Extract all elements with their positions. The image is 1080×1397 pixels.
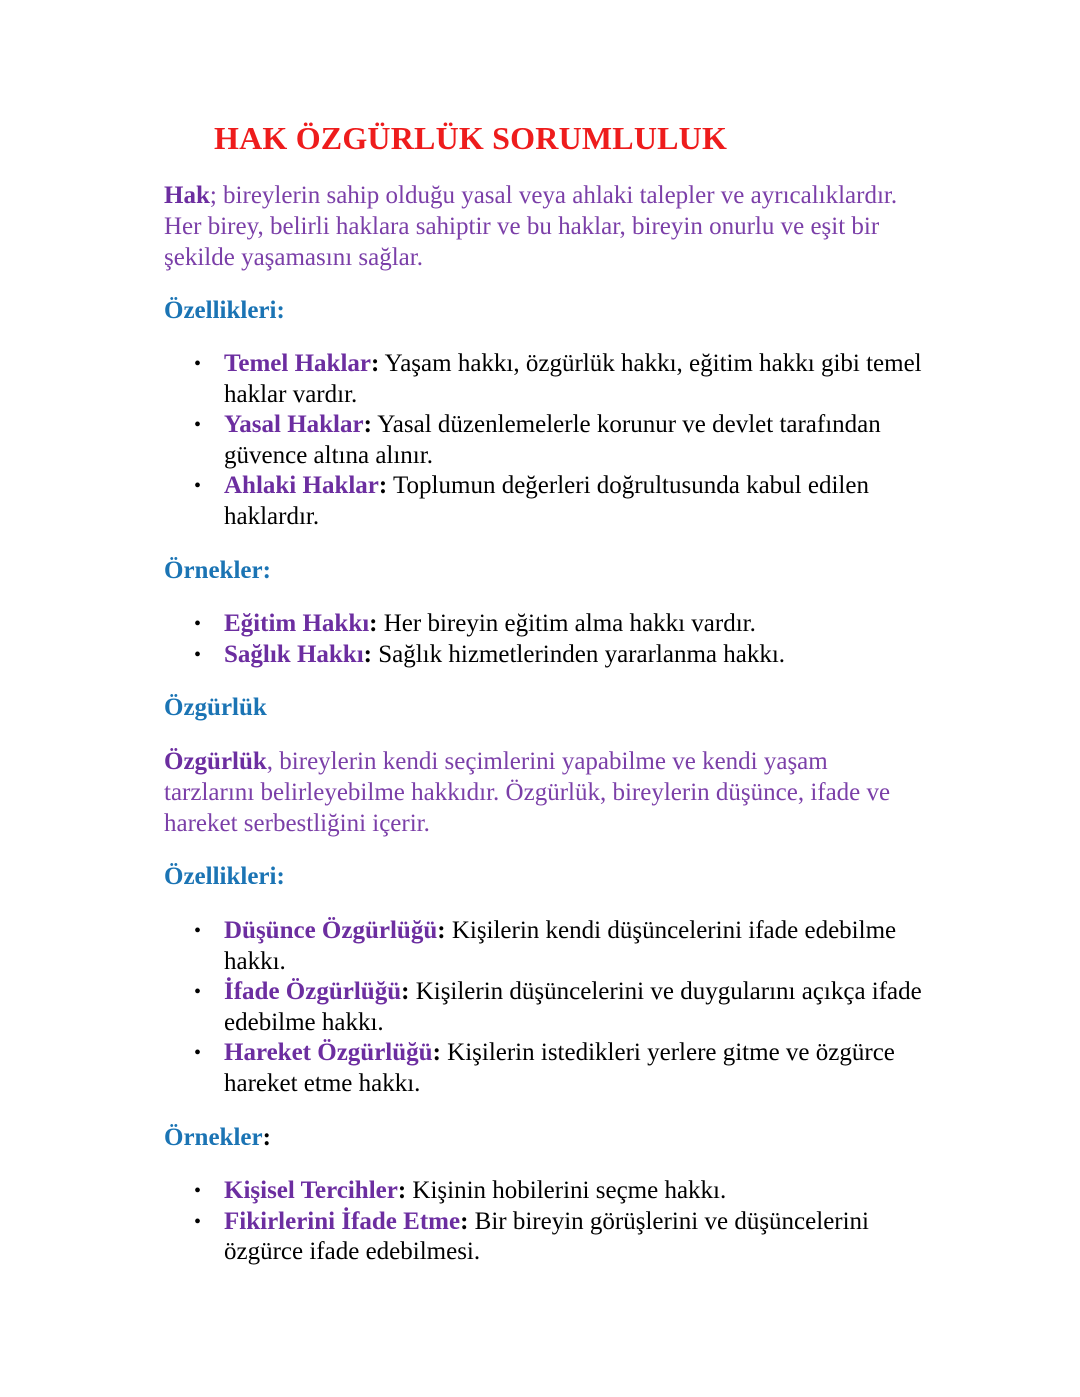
ozgurluk-examples-heading — [164, 1122, 271, 1153]
list-item-text: Kişilerin kendi düşüncelerini ifade edebilme hakkı. — [224, 917, 897, 975]
list-item-colon: : — [432, 1039, 441, 1066]
list-item-term: Düşünce Özgürlüğü — [224, 917, 438, 944]
ozgurluk-features-list — [164, 916, 944, 1099]
list-item-colon: : — [397, 1177, 407, 1204]
ozgurluk-intro — [164, 746, 924, 839]
hak-features-heading: Özellikleri: — [164, 297, 285, 324]
list-item-colon: : — [378, 472, 388, 499]
list-item — [164, 640, 944, 671]
hak-intro-text: ; bireylerin sahip olduğu yasal veya ahlaki talepler ve ayrıcalıklardır. Her birey, belirli haklara sahiptir ve bu haklar, bireyin onurlu ve eşit bir şekilde yaşamasını sağlar. — [164, 182, 898, 271]
list-item — [164, 1038, 944, 1099]
list-item-text: Toplumun değerleri doğrultusunda kabul edilen haklardır. — [224, 472, 869, 530]
list-item — [164, 471, 944, 532]
list-item-text: Yasal düzenlemelerle korunur ve devlet tarafından güvence altına alınır. — [224, 411, 881, 469]
ozgurluk-examples-list — [164, 1176, 944, 1268]
list-item-colon: : — [369, 610, 378, 637]
list-item — [164, 977, 944, 1038]
ozgurluk-examples-heading-colon: : — [262, 1124, 271, 1151]
ozgurluk-intro-term: Özgürlük — [164, 748, 267, 775]
list-item — [164, 1176, 944, 1207]
ozgurluk-intro-text: , bireylerin kendi seçimlerini yapabilme ve kendi yaşam tarzlarını belirleyebilme hakkıdır. Özgürlük, bireylerin düşünce, ifade ve hareket serbestliğini içerir. — [164, 748, 891, 837]
list-item — [164, 410, 944, 471]
list-item-text: Kişilerin istedikleri yerlere gitme ve özgürce hareket etme hakkı. — [224, 1039, 895, 1097]
hak-features-list — [164, 349, 944, 532]
ozgurluk-examples-heading-text: Örnekler — [164, 1124, 263, 1151]
hak-intro-term: Hak — [164, 182, 210, 209]
list-item-text: Sağlık hizmetlerinden yararlanma hakkı. — [371, 640, 786, 668]
list-item-colon: : — [460, 1207, 469, 1235]
list-item-colon: : — [371, 350, 380, 377]
hak-examples-heading: Örnekler: — [164, 557, 271, 584]
list-item-term: Temel Haklar — [224, 350, 371, 377]
list-item — [164, 349, 944, 410]
list-item-text: Bir bireyin görüşlerini ve düşüncelerini özgürce ifade edebilmesi. — [224, 1207, 870, 1265]
list-item-term: Sağlık Hakkı — [224, 640, 364, 668]
list-item-text: Her bireyin eğitim alma hakkı vardır. — [377, 610, 756, 637]
list-item-term: İfade Özgürlüğü — [224, 978, 402, 1005]
list-item-term: Eğitim Hakkı — [224, 610, 370, 637]
list-item-term: Kişisel Tercihler — [224, 1177, 398, 1204]
list-item-term: Yasal Haklar — [224, 411, 364, 438]
list-item — [164, 1207, 944, 1268]
list-item-text: Kişinin hobilerini seçme hakkı. — [406, 1177, 727, 1204]
ozgurluk-heading: Özgürlük — [164, 694, 267, 721]
list-item-term: Fikirlerini İfade Etme — [224, 1207, 461, 1235]
hak-examples-list — [164, 609, 944, 670]
hak-intro — [164, 180, 924, 273]
list-item-term: Hareket Özgürlüğü — [224, 1039, 433, 1066]
list-item — [164, 916, 944, 977]
list-item-colon: : — [363, 640, 372, 668]
page-title: HAK ÖZGÜRLÜK SORUMLULUK — [214, 120, 728, 156]
list-item-text: Yaşam hakkı, özgürlük hakkı, eğitim hakkı gibi temel haklar vardır. — [224, 350, 922, 408]
list-item-text: Kişilerin düşüncelerini ve duygularını açıkça ifade edebilme hakkı. — [224, 978, 922, 1036]
list-item-term: Ahlaki Haklar — [224, 472, 379, 499]
list-item — [164, 609, 944, 640]
list-item-colon: : — [401, 978, 410, 1005]
ozgurluk-features-heading: Özellikleri: — [164, 863, 285, 890]
list-item-colon: : — [437, 917, 446, 944]
list-item-colon: : — [363, 411, 372, 438]
